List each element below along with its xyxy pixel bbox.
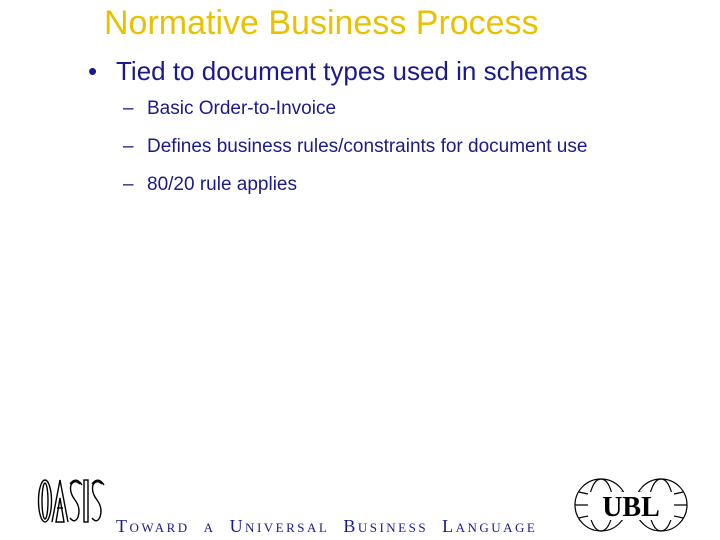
oasis-logo (36, 476, 108, 526)
bullet-marker: • (88, 56, 98, 86)
slide-title: Normative Business Process (104, 4, 539, 42)
sub-bullet-marker: – (123, 174, 134, 195)
tagline-word: Language (442, 516, 538, 536)
sub-bullet (123, 98, 587, 136)
tagline-word: a (203, 516, 216, 536)
sub-bullet (123, 174, 587, 212)
sub-bullet-text: 80/20 rule applies (147, 174, 297, 195)
sub-bullet-marker: – (123, 136, 134, 157)
tagline (116, 516, 537, 536)
sub-bullet-text: Defines business rules/constraints for document use (147, 136, 588, 157)
ubl-logo-text: UBL (602, 492, 660, 523)
sub-bullet-list (123, 98, 587, 212)
tagline-word: Universal (229, 516, 330, 536)
sub-bullet (123, 136, 587, 174)
main-bullet (88, 56, 588, 87)
sub-bullet-marker: – (123, 98, 134, 119)
ubl-logo (572, 470, 690, 540)
sub-bullet-text: Basic Order-to-Invoice (147, 98, 337, 119)
tagline-word: Business (343, 516, 429, 536)
tagline-word: Toward (116, 516, 190, 536)
main-bullet-text: Tied to document types used in schemas (116, 56, 588, 86)
